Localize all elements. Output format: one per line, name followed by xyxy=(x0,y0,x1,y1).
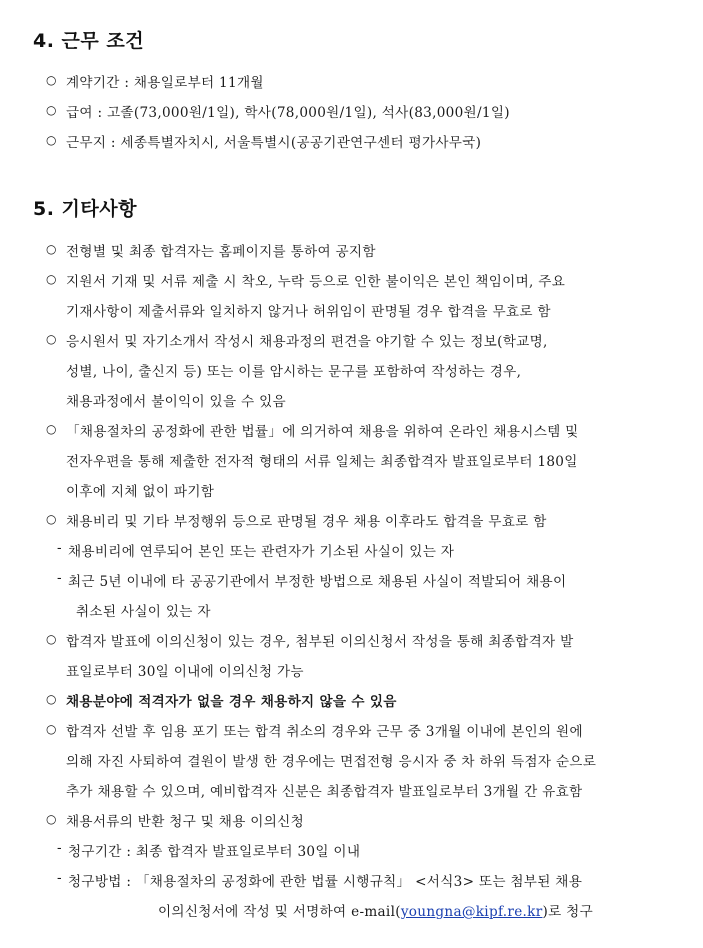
notice-item-4-line-1: 「채용절차의 공정화에 관한 법률」에 의거하여 채용을 위하여 온라인 채용시스템 및 xyxy=(66,424,579,440)
dash-marker: - xyxy=(57,570,62,586)
bullet-icon: ○ xyxy=(46,422,57,436)
dash-marker: - xyxy=(57,840,62,856)
notice-item-5-sub-2-line-1: 최근 5년 이내에 타 공공기관에서 부정한 방법으로 채용된 사실이 적발되어 채용이 xyxy=(68,574,567,590)
notice-item-5-sub-2-line-2: 취소된 사실이 있는 자 xyxy=(76,604,211,620)
submission-method-suffix: )로 청구 xyxy=(542,904,594,920)
dash-marker: - xyxy=(57,870,62,886)
bullet-icon: ○ xyxy=(46,242,57,256)
notice-item-4-line-2: 전자우편을 통해 제출한 전자적 형태의 서류 일체는 최종합격자 발표일로부터 180일 xyxy=(66,454,578,470)
notice-item-8-line-2: 의해 자진 사퇴하여 결원이 발생 한 경우에는 면접전형 응시자 중 차 하위 득점자 순으로 xyxy=(66,754,597,770)
notice-item-8-line-3: 추가 채용할 수 있으며, 예비합격자 신분은 최종합격자 발표일로부터 3개월 간 유효함 xyxy=(66,784,583,800)
notice-item-3-line-2: 성별, 나이, 출신지 등) 또는 이를 암시하는 문구를 포함하여 작성하는 경우, xyxy=(66,364,522,380)
section-5-heading: 5. 기타사항 xyxy=(33,198,137,220)
notice-item-9-line-1: 채용서류의 반환 청구 및 채용 이의신청 xyxy=(66,814,305,830)
notice-item-5-line-1: 채용비리 및 기타 부정행위 등으로 판명될 경우 채용 이후라도 합격을 무효로 함 xyxy=(66,514,547,530)
contract-period-text: 계약기간 : 채용일로부터 11개월 xyxy=(66,75,264,91)
notice-item-3-line-1: 응시원서 및 자기소개서 작성시 채용과정의 편견을 야기할 수 있는 정보(학교명, xyxy=(66,334,548,350)
notice-item-5-sub-1: 채용비리에 연루되어 본인 또는 관련자가 기소된 사실이 있는 자 xyxy=(68,544,455,560)
notice-item-1: 전형별 및 최종 합격자는 홈페이지를 통하여 공지함 xyxy=(66,244,376,260)
workplace-text: 근무지 : 세종특별자치시, 서울특별시(공공기관연구센터 평가사무국) xyxy=(66,135,482,151)
dash-marker: - xyxy=(57,540,62,556)
notice-item-9-sub-1: 청구기간 : 최종 합격자 발표일로부터 30일 이내 xyxy=(68,844,361,860)
bullet-icon: ○ xyxy=(46,332,57,346)
section-4-heading: 4. 근무 조건 xyxy=(33,30,145,52)
bullet-icon: ○ xyxy=(46,692,57,706)
notice-item-9-sub-2-line-2 xyxy=(158,900,593,920)
notice-item-6-line-1: 합격자 발표에 이의신청이 있는 경우, 첨부된 이의신청서 작성을 통해 최종합격자 발 xyxy=(66,634,574,650)
submission-method-text: 이의신청서에 작성 및 서명하여 e-mail( xyxy=(158,904,401,920)
notice-item-3-line-3: 채용과정에서 불이익이 있을 수 있음 xyxy=(66,394,286,410)
notice-item-6-line-2: 표일로부터 30일 이내에 이의신청 가능 xyxy=(66,664,304,680)
notice-item-2-line-1: 지원서 기재 및 서류 제출 시 착오, 누락 등으로 인한 불이익은 본인 책임이며, 주요 xyxy=(66,274,566,290)
bullet-icon: ○ xyxy=(46,512,57,526)
notice-item-4-line-3: 이후에 지체 없이 파기함 xyxy=(66,484,215,500)
bullet-icon: ○ xyxy=(46,632,57,646)
notice-item-7: 채용분야에 적격자가 없을 경우 채용하지 않을 수 있음 xyxy=(66,694,397,710)
email-link[interactable]: youngna@kipf.re.kr xyxy=(400,904,543,920)
bullet-icon: ○ xyxy=(46,103,57,117)
bullet-icon: ○ xyxy=(46,133,57,147)
notice-item-9-sub-2-line-1: 청구방법 : 「채용절차의 공정화에 관한 법률 시행규칙」 <서식3> 또는 첨부된 채용 xyxy=(68,874,583,890)
bullet-icon: ○ xyxy=(46,272,57,286)
notice-item-2-line-2: 기재사항이 제출서류와 일치하지 않거나 허위임이 판명될 경우 합격을 무효로 함 xyxy=(66,304,551,320)
bullet-icon: ○ xyxy=(46,812,57,826)
salary-text: 급여 : 고졸(73,000원/1일), 학사(78,000원/1일), 석사(83,000원/1일) xyxy=(66,105,510,121)
bullet-icon: ○ xyxy=(46,722,57,736)
bullet-icon: ○ xyxy=(46,73,57,87)
notice-item-8-line-1: 합격자 선발 후 임용 포기 또는 합격 취소의 경우와 근무 중 3개월 이내에 본인의 원에 xyxy=(66,724,583,740)
